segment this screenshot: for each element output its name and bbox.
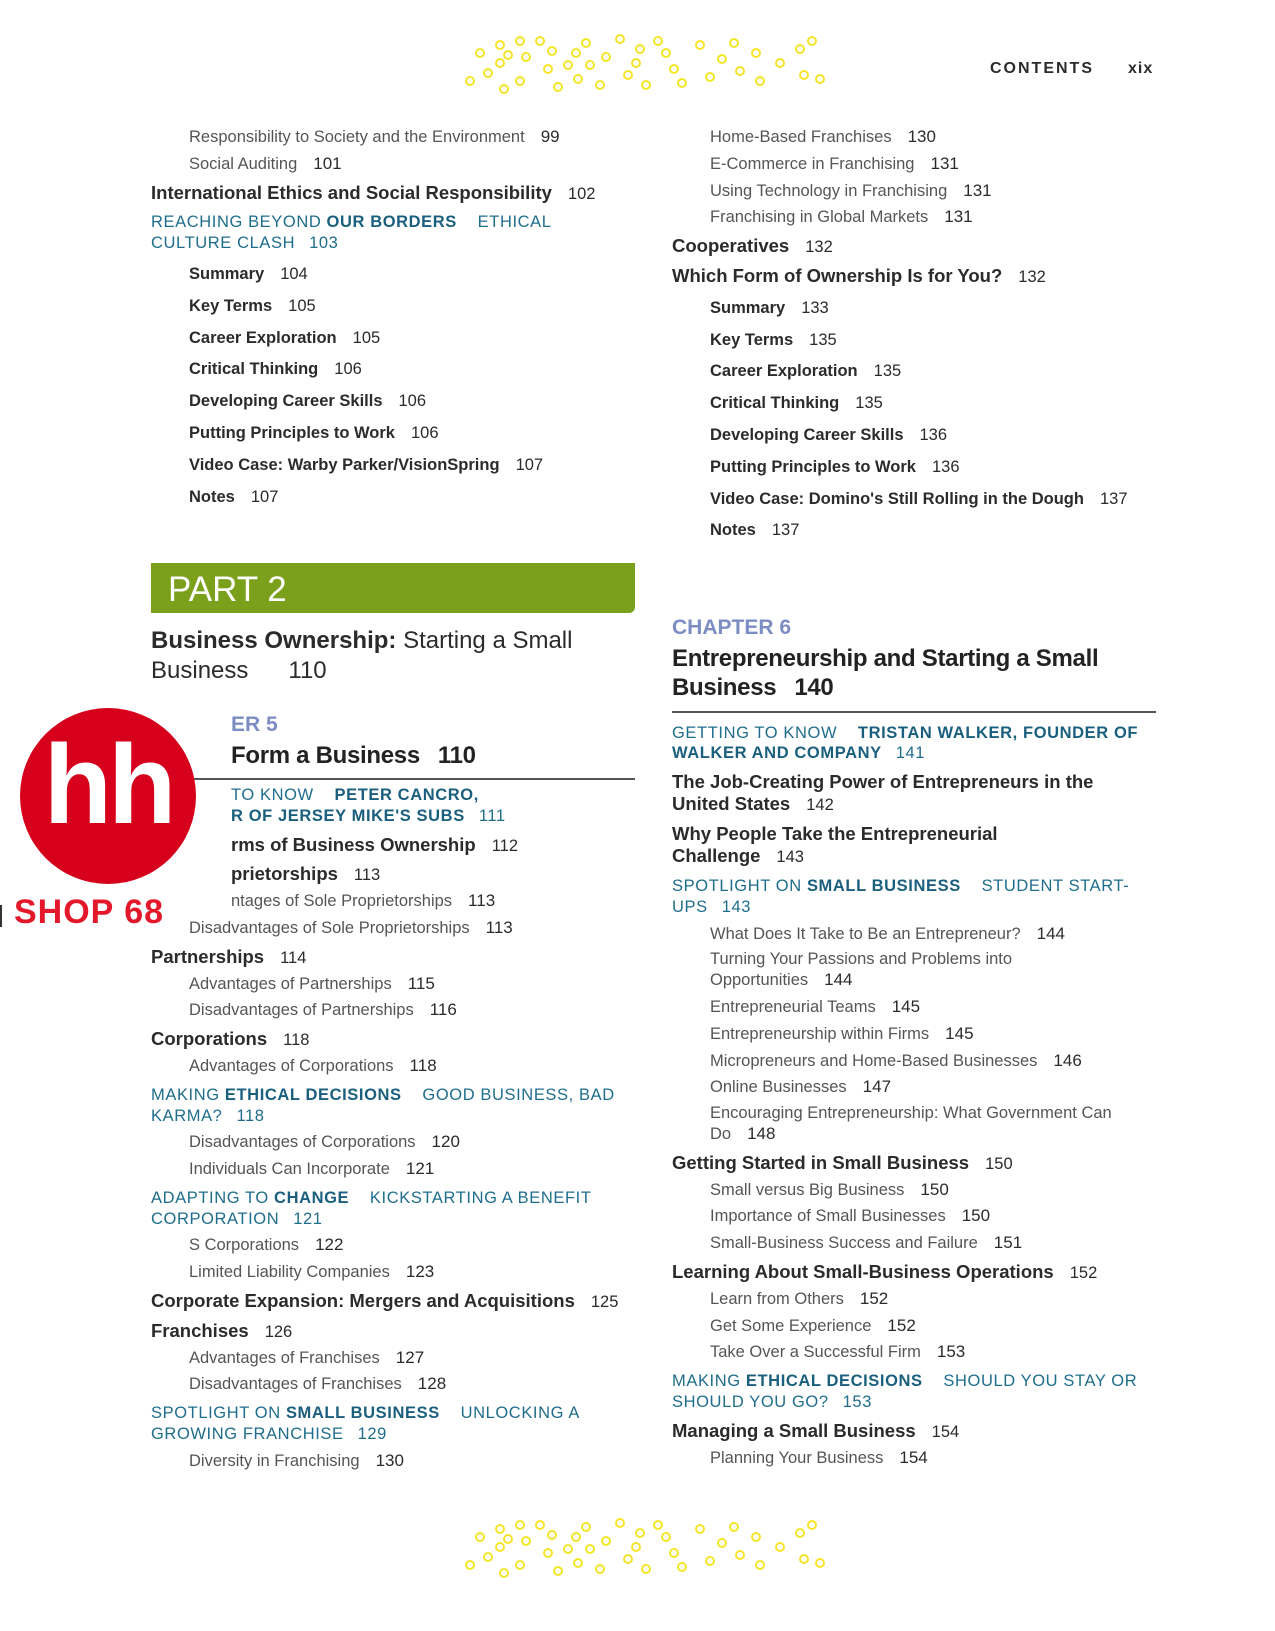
toc-entry[interactable]: Limited Liability Companies 123 bbox=[189, 1262, 435, 1282]
dot-icon bbox=[465, 1560, 475, 1570]
watermark-edge-mark bbox=[0, 905, 5, 927]
toc-entry[interactable]: Getting Started in Small Business 150 bbox=[672, 1151, 1013, 1173]
toc-entry[interactable]: Get Some Experience 152 bbox=[710, 1315, 916, 1335]
dot-icon bbox=[515, 76, 525, 86]
dot-icon bbox=[695, 1524, 705, 1534]
dot-icon bbox=[635, 44, 645, 54]
dot-icon bbox=[563, 60, 573, 70]
toc-entry[interactable]: Small-Business Success and Failure 151 bbox=[710, 1233, 1023, 1253]
end-of-chapter-entry[interactable]: Summary 104 bbox=[189, 264, 308, 283]
running-head bbox=[990, 60, 1153, 78]
toc-entry[interactable]: rms of Business Ownership 112 bbox=[231, 833, 518, 855]
feature-box-entry[interactable]: MAKING ETHICAL DECISIONS GOOD BUSINESS, BAD KARMA? 118 bbox=[151, 1085, 615, 1125]
toc-entry[interactable]: S Corporations 122 bbox=[189, 1235, 344, 1255]
dot-icon bbox=[755, 76, 765, 86]
dot-icon bbox=[585, 1544, 595, 1554]
dot-icon bbox=[751, 48, 761, 58]
dot-icon bbox=[641, 80, 651, 90]
dot-icon bbox=[799, 70, 809, 80]
toc-entry[interactable]: Entrepreneurial Teams 145 bbox=[710, 997, 921, 1017]
dot-icon bbox=[543, 1548, 553, 1558]
dot-icon bbox=[695, 40, 705, 50]
end-of-chapter-entry[interactable]: Video Case: Warby Parker/VisionSpring 107 bbox=[189, 455, 544, 474]
dot-icon bbox=[717, 54, 727, 64]
part-banner bbox=[151, 563, 635, 613]
dot-icon bbox=[571, 1532, 581, 1542]
feature-box-entry[interactable]: ADAPTING TO CHANGE KICKSTARTING A BENEFIT CORPORATION 121 bbox=[151, 1188, 592, 1228]
dot-icon bbox=[547, 46, 557, 56]
toc-entry[interactable]: Planning Your Business 154 bbox=[710, 1447, 928, 1467]
dot-icon bbox=[595, 1564, 605, 1574]
chapter-5-heading bbox=[151, 713, 635, 780]
dot-icon bbox=[503, 1534, 513, 1544]
dot-icon bbox=[735, 1550, 745, 1560]
toc-entry[interactable]: Disadvantages of Sole Proprietorships 113 bbox=[189, 917, 513, 937]
dot-icon bbox=[495, 1542, 505, 1552]
toc-entry[interactable]: Importance of Small Businesses 150 bbox=[710, 1206, 991, 1226]
toc-entry[interactable]: ntages of Sole Proprietorships 113 bbox=[231, 891, 496, 911]
end-of-chapter-entry[interactable]: Video Case: Domino's Still Rolling in the Dough 137 bbox=[710, 489, 1128, 508]
end-of-chapter-entry[interactable]: Notes 107 bbox=[189, 487, 279, 506]
dot-icon bbox=[795, 44, 805, 54]
dot-icon bbox=[543, 64, 553, 74]
feature-box-entry[interactable]: TO KNOW PETER CANCRO, R OF JERSEY MIKE'S SUBS 111 bbox=[231, 786, 506, 825]
end-of-chapter-entry[interactable]: Putting Principles to Work 106 bbox=[189, 423, 439, 442]
toc-entry[interactable]: International Ethics and Social Responsibility 102 bbox=[151, 181, 596, 203]
dot-icon bbox=[563, 1544, 573, 1554]
toc-entry[interactable]: Social Auditing 101 bbox=[189, 153, 342, 173]
dot-icon bbox=[615, 34, 625, 44]
toc-entry[interactable]: Small versus Big Business 150 bbox=[710, 1179, 949, 1199]
toc-entry[interactable]: prietorships 113 bbox=[231, 863, 381, 885]
dot-icon bbox=[623, 70, 633, 80]
end-of-chapter-entry[interactable]: Developing Career Skills 106 bbox=[189, 392, 427, 411]
feature-box-entry[interactable]: REACHING BEYOND OUR BORDERS ETHICAL CULTURE CLASH 103 bbox=[151, 213, 551, 253]
toc-entry[interactable]: Franchising in Global Markets 131 bbox=[710, 207, 973, 227]
dot-icon bbox=[553, 1566, 563, 1576]
dot-icon bbox=[751, 1532, 761, 1542]
left-column-top bbox=[151, 122, 636, 519]
dot-icon bbox=[547, 1530, 557, 1540]
feature-box-entry[interactable]: SPOTLIGHT ON SMALL BUSINESS STUDENT START-UPS 143 bbox=[672, 877, 1130, 916]
dot-icon bbox=[535, 36, 545, 46]
toc-entry[interactable]: Which Form of Ownership Is for You? 132 bbox=[672, 264, 1046, 286]
chapter-label: ER 5 bbox=[231, 713, 278, 736]
dot-icon bbox=[499, 1568, 509, 1578]
feature-box-entry[interactable]: GETTING TO KNOW TRISTAN WALKER, FOUNDER OF WALKER AND COMPANY 141 bbox=[672, 723, 1139, 763]
toc-entry[interactable]: Take Over a Successful Firm 153 bbox=[710, 1342, 966, 1362]
dot-icon bbox=[623, 1554, 633, 1564]
dot-icon bbox=[515, 1520, 525, 1530]
dot-icon bbox=[807, 36, 817, 46]
dot-icon bbox=[807, 1520, 817, 1530]
dot-icon bbox=[553, 82, 563, 92]
toc-entry[interactable]: Managing a Small Business 154 bbox=[672, 1419, 960, 1441]
end-of-chapter-entry[interactable]: Critical Thinking 135 bbox=[710, 394, 883, 413]
end-of-chapter-entry[interactable]: Developing Career Skills 136 bbox=[710, 425, 948, 444]
dot-icon bbox=[581, 1522, 591, 1532]
dot-icon bbox=[585, 60, 595, 70]
dot-icon bbox=[495, 40, 505, 50]
toc-entry[interactable]: Diversity in Franchising 130 bbox=[189, 1450, 404, 1470]
toc-entry[interactable]: Cooperatives 132 bbox=[672, 235, 833, 257]
dot-icon bbox=[775, 1542, 785, 1552]
dot-icon bbox=[535, 1520, 545, 1530]
toc-entry[interactable]: Entrepreneurship within Firms 145 bbox=[710, 1023, 974, 1043]
dot-icon bbox=[601, 52, 611, 62]
dot-icon bbox=[677, 1562, 687, 1572]
running-head-label: CONTENTS bbox=[990, 60, 1094, 77]
dot-icon bbox=[573, 74, 583, 84]
toc-entry[interactable]: Disadvantages of Partnerships 116 bbox=[189, 1000, 457, 1020]
dot-icon bbox=[465, 76, 475, 86]
end-of-chapter-entry[interactable]: Summary 133 bbox=[710, 298, 829, 317]
hh-logo-watermark bbox=[18, 706, 198, 886]
toc-entry[interactable]: Individuals Can Incorporate 121 bbox=[189, 1159, 435, 1179]
dot-icon bbox=[735, 66, 745, 76]
dot-icon bbox=[705, 1556, 715, 1566]
toc-entry[interactable]: What Does It Take to Be an Entrepreneur? 144 bbox=[710, 923, 1065, 943]
dot-icon bbox=[641, 1564, 651, 1574]
dot-icon bbox=[815, 1558, 825, 1568]
shop-watermark-text: SHOP 68 bbox=[14, 893, 165, 931]
toc-entry[interactable]: Corporate Expansion: Mergers and Acquisitions 125 bbox=[151, 1290, 619, 1312]
end-of-chapter-entry[interactable]: Putting Principles to Work 136 bbox=[710, 457, 960, 476]
dot-icon bbox=[495, 58, 505, 68]
toc-entry[interactable]: Advantages of Corporations 118 bbox=[189, 1055, 437, 1075]
dot-icon bbox=[729, 1522, 739, 1532]
end-of-chapter-entry[interactable]: Career Exploration 135 bbox=[710, 362, 902, 381]
dot-icon bbox=[755, 1560, 765, 1570]
toc-entry[interactable]: Why People Take the Entrepreneurial Challenge 143 bbox=[672, 823, 998, 867]
end-of-chapter-entry[interactable]: Critical Thinking 106 bbox=[189, 360, 362, 379]
dot-icon bbox=[631, 1542, 641, 1552]
dot-icon bbox=[515, 36, 525, 46]
dot-icon bbox=[581, 38, 591, 48]
dot-icon bbox=[503, 50, 513, 60]
dot-icon bbox=[595, 80, 605, 90]
part-title[interactable]: Business Ownership: Starting a Small Business 110 bbox=[151, 627, 573, 684]
logo-text: hh bbox=[43, 722, 173, 847]
chapter-label: CHAPTER 6 bbox=[672, 616, 792, 639]
dot-icon bbox=[521, 1536, 531, 1546]
dot-icon bbox=[815, 74, 825, 84]
dot-icon bbox=[495, 1524, 505, 1534]
dot-icon bbox=[499, 84, 509, 94]
toc-entry[interactable]: Online Businesses 147 bbox=[710, 1077, 892, 1097]
toc-entry[interactable]: Learn from Others 152 bbox=[710, 1288, 889, 1308]
dot-icon bbox=[661, 1532, 671, 1542]
dot-icon bbox=[653, 1520, 663, 1530]
dot-icon bbox=[573, 1558, 583, 1568]
end-of-chapter-entry[interactable]: Key Terms 135 bbox=[710, 330, 837, 349]
toc-entry[interactable]: Home-Based Franchises 130 bbox=[710, 127, 936, 146]
dot-icon bbox=[669, 1548, 679, 1558]
bottom-dot-decoration bbox=[455, 1518, 830, 1598]
toc-entry[interactable]: Micropreneurs and Home-Based Businesses 146 bbox=[710, 1050, 1082, 1070]
chapter-title[interactable]: Form a Business 110 bbox=[151, 741, 635, 780]
dot-icon bbox=[483, 1552, 493, 1562]
toc-entry[interactable]: Responsibility to Society and the Environment 99 bbox=[189, 127, 560, 146]
toc-entry[interactable]: Encouraging Entrepreneurship: What Government Can Do 148 bbox=[710, 1104, 1112, 1143]
chapter-title[interactable]: Entrepreneurship and Starting a Small Business 140 bbox=[672, 644, 1156, 713]
dot-icon bbox=[475, 48, 485, 58]
end-of-chapter-entry[interactable]: Career Exploration 105 bbox=[189, 328, 381, 347]
chapter-6-section bbox=[672, 616, 1156, 1474]
dot-icon bbox=[653, 36, 663, 46]
dot-icon bbox=[729, 38, 739, 48]
dot-icon bbox=[775, 58, 785, 68]
dot-icon bbox=[515, 1560, 525, 1570]
toc-entry[interactable]: Partnerships 114 bbox=[151, 945, 307, 967]
toc-entry[interactable]: Disadvantages of Corporations 120 bbox=[189, 1132, 460, 1152]
toc-entry[interactable]: Corporations 118 bbox=[151, 1028, 310, 1050]
chapter-5-entries bbox=[151, 785, 635, 1478]
dot-icon bbox=[601, 1536, 611, 1546]
feature-box-entry[interactable]: MAKING ETHICAL DECISIONS SHOULD YOU STAY OR SHOULD YOU GO? 153 bbox=[672, 1372, 1138, 1411]
dot-icon bbox=[669, 64, 679, 74]
dot-icon bbox=[475, 1532, 485, 1542]
toc-entry[interactable]: Advantages of Partnerships 115 bbox=[189, 973, 435, 993]
dot-icon bbox=[483, 68, 493, 78]
dot-icon bbox=[615, 1518, 625, 1528]
dot-icon bbox=[717, 1538, 727, 1548]
dot-icon bbox=[661, 48, 671, 58]
part-label: PART 2 bbox=[168, 570, 287, 609]
feature-box-entry[interactable]: SPOTLIGHT ON SMALL BUSINESS UNLOCKING A GROWING FRANCHISE 129 bbox=[151, 1404, 580, 1444]
dot-icon bbox=[631, 58, 641, 68]
toc-entry[interactable]: Using Technology in Franchising 131 bbox=[710, 180, 992, 200]
page-number: xix bbox=[1128, 60, 1154, 77]
dot-icon bbox=[571, 48, 581, 58]
toc-entry[interactable]: Turning Your Passions and Problems into Opportunities 144 bbox=[710, 950, 1013, 990]
top-dot-decoration bbox=[455, 34, 830, 114]
toc-entry[interactable]: Franchises 126 bbox=[151, 1319, 293, 1341]
dot-icon bbox=[705, 72, 715, 82]
toc-entry[interactable]: E-Commerce in Franchising 131 bbox=[710, 153, 959, 173]
toc-entry[interactable]: Disadvantages of Franchises 128 bbox=[189, 1374, 447, 1394]
dot-icon bbox=[795, 1528, 805, 1538]
toc-entry[interactable]: Learning About Small-Business Operations 152 bbox=[672, 1260, 1098, 1282]
toc-entry[interactable]: Advantages of Franchises 127 bbox=[189, 1347, 425, 1367]
dot-icon bbox=[521, 52, 531, 62]
dot-icon bbox=[677, 78, 687, 88]
dot-icon bbox=[635, 1528, 645, 1538]
right-column-top bbox=[672, 122, 1157, 553]
end-of-chapter-entry[interactable]: Key Terms 105 bbox=[189, 296, 316, 315]
toc-entry[interactable]: The Job-Creating Power of Entrepreneurs in the United States 142 bbox=[672, 771, 1094, 815]
end-of-chapter-entry[interactable]: Notes 137 bbox=[710, 521, 800, 540]
dot-icon bbox=[799, 1554, 809, 1564]
